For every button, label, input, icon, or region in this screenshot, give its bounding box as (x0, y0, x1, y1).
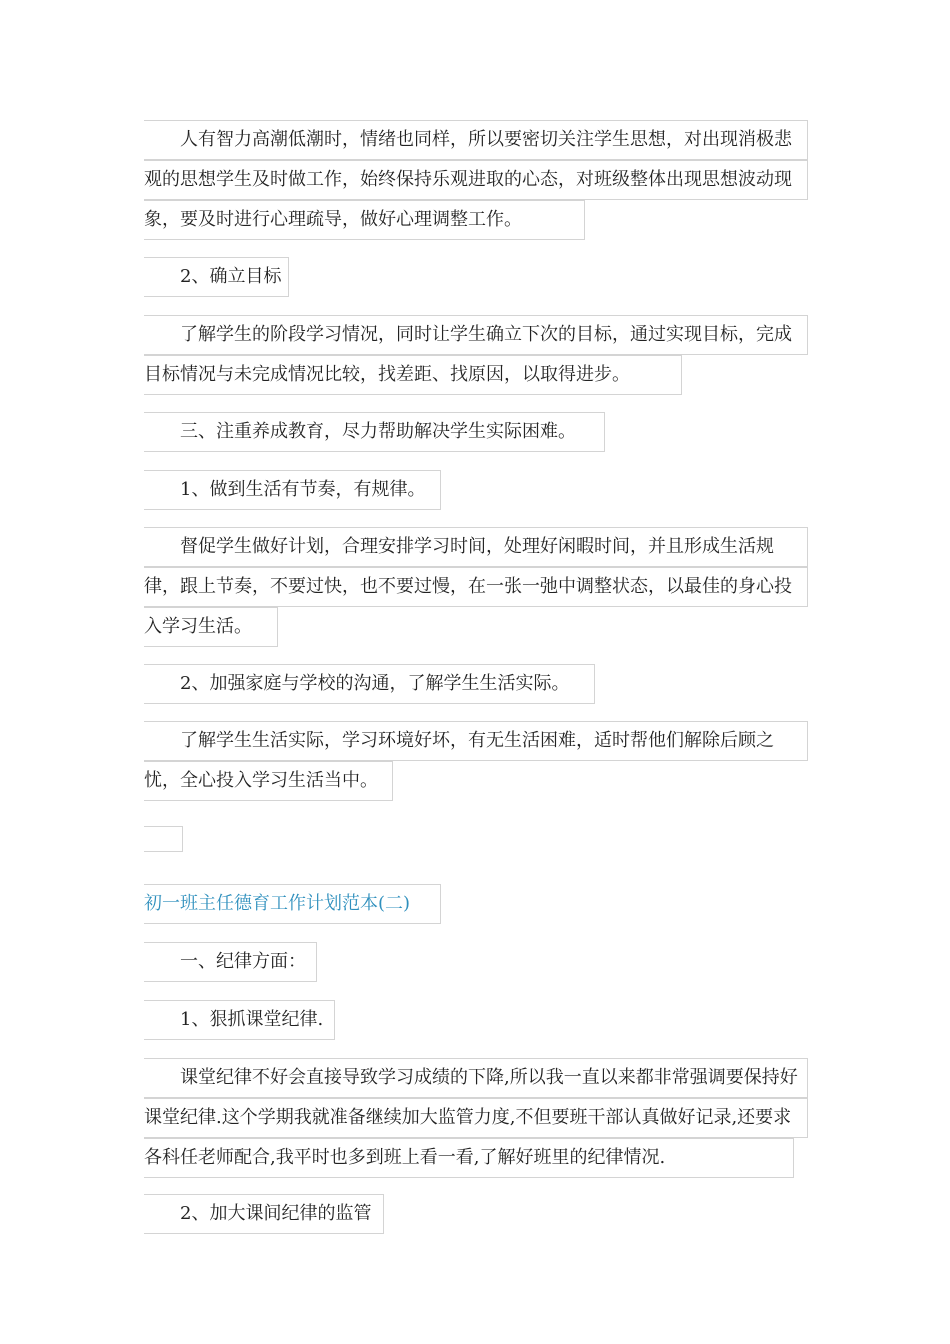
paragraph-block (144, 315, 808, 395)
paragraph-text: 了解学生的阶段学习情况，同时让学生确立下次的目标，通过实现目标，完成目标情况与未完成情况比较，找差距、找原因，以取得进步。 (144, 324, 792, 385)
subheading-text: 2、加大课间纪律的监管 (180, 1203, 372, 1224)
paragraph-block (144, 257, 808, 297)
subheading-text: 1、狠抓课堂纪律. (180, 1009, 324, 1030)
paragraph-block (144, 1000, 808, 1040)
paragraph-block (144, 412, 808, 452)
paragraph-block (144, 527, 808, 647)
paragraph-text: 人有智力高潮低潮时，情绪也同样，所以要密切关注学生思想，对出现消极悲观的思想学生及时做工作，始终保持乐观进取的心态，对班级整体出现思想波动现象，要及时进行心理疏导，做好心理调整工作。 (144, 129, 792, 230)
paragraph-block (144, 120, 808, 240)
paragraph-text: 督促学生做好计划，合理安排学习时间，处理好闲暇时间，并且形成生活规律，跟上节奏，不要过快，也不要过慢，在一张一弛中调整状态，以最佳的身心投入学习生活。 (144, 536, 792, 637)
subheading-text: 1、做到生活有节奏，有规律。 (180, 479, 426, 500)
paragraph-block (144, 942, 808, 982)
paragraph-block (144, 1194, 808, 1234)
empty-line-frame (144, 826, 183, 852)
paragraph-block (144, 664, 808, 704)
paragraph-text: 了解学生生活实际，学习环境好坏，有无生活困难，适时帮他们解除后顾之忧，全心投入学习生活当中。 (144, 730, 774, 791)
subheading-text: 一、纪律方面： (180, 951, 306, 972)
paragraph-text: 课堂纪律不好会直接导致学习成绩的下降,所以我一直以来都非常强调要保持好课堂纪律.这个学期我就准备继续加大监管力度,不但要班干部认真做好记录,还要求各科任老师配合,我平时也多到班上看一看,了解好班里的纪律情况. (144, 1067, 798, 1168)
paragraph-block (144, 470, 808, 510)
paragraph-block (144, 721, 808, 801)
section-title: 初一班主任德育工作计划范本(二) (144, 893, 411, 914)
paragraph-block (144, 1058, 808, 1178)
subheading-text: 三、注重养成教育，尽力帮助解决学生实际困难。 (180, 421, 576, 442)
subheading-text: 2、确立目标 (180, 266, 282, 287)
section-heading-block (144, 884, 808, 924)
subheading-text: 2、加强家庭与学校的沟通，了解学生生活实际。 (180, 673, 570, 694)
